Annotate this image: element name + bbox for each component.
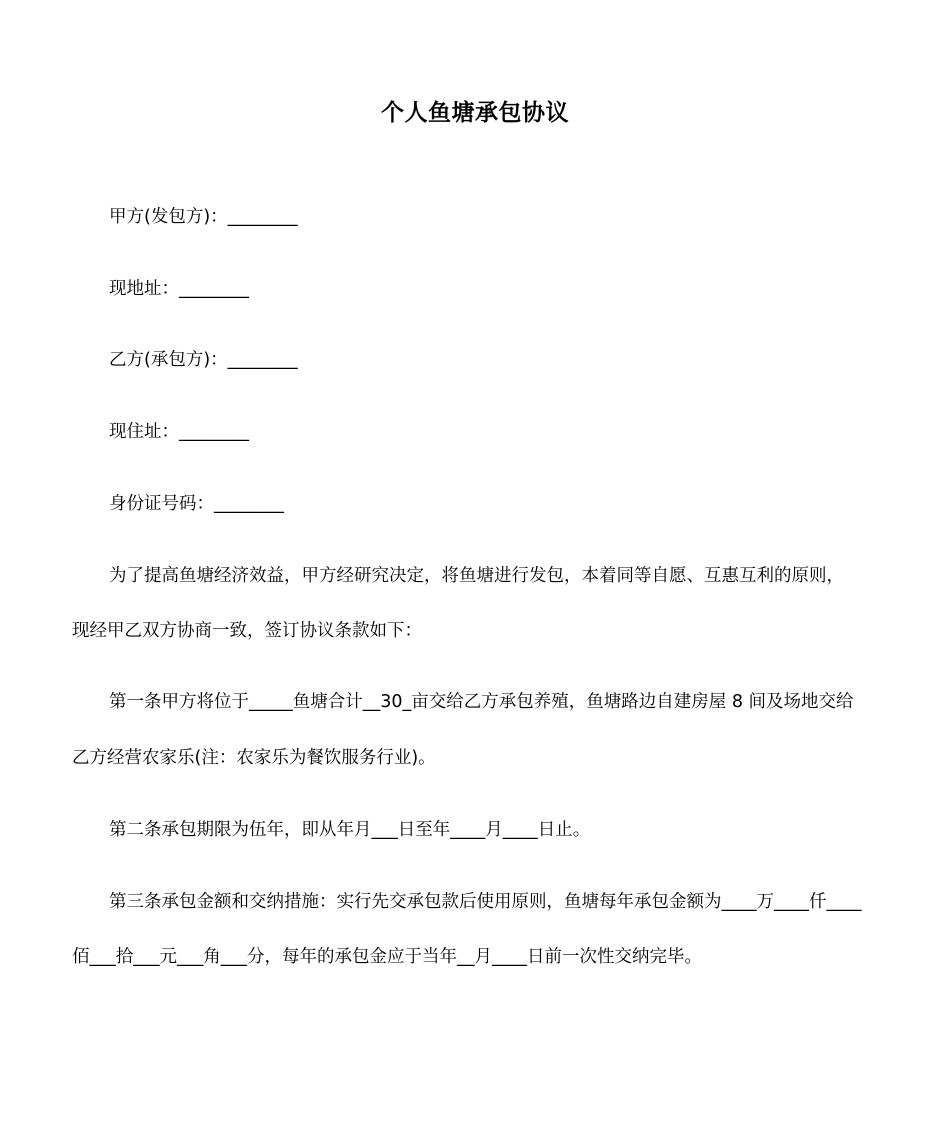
address-a-field: 现地址：________ — [109, 279, 249, 299]
intro-paragraph-line-2: 现经甲乙双方协商一致，签订协议条款如下： — [72, 621, 422, 641]
article-3-line-2: 佰___拾___元___角___分，每年的承包金应于当年__月____日前一次性交纳完毕。 — [72, 947, 702, 967]
id-number-field: 身份证号码：________ — [109, 494, 284, 514]
party-a-field: 甲方(发包方)：________ — [109, 207, 298, 227]
article-2-line-1: 第二条承包期限为伍年，即从年月___日至年____月____日止。 — [109, 820, 591, 840]
party-b-field: 乙方(承包方)：________ — [109, 350, 298, 370]
document-title: 个人鱼塘承包协议 — [381, 100, 569, 126]
address-b-field: 现住址：________ — [109, 422, 249, 442]
article-3-line-1: 第三条承包金额和交纳措施：实行先交承包款后使用原则，鱼塘每年承包金额为____万____仟____ — [109, 892, 862, 912]
intro-paragraph-line-1: 为了提高鱼塘经济效益，甲方经研究决定，将鱼塘进行发包，本着同等自愿、互惠互利的原则， — [109, 566, 844, 586]
article-1-line-1: 第一条甲方将位于_____鱼塘合计__30_亩交给乙方承包养殖，鱼塘路边自建房屋 8 间及场地交给 — [109, 692, 854, 712]
article-1-line-2: 乙方经营农家乐(注：农家乐为餐饮服务行业)。 — [72, 748, 436, 768]
